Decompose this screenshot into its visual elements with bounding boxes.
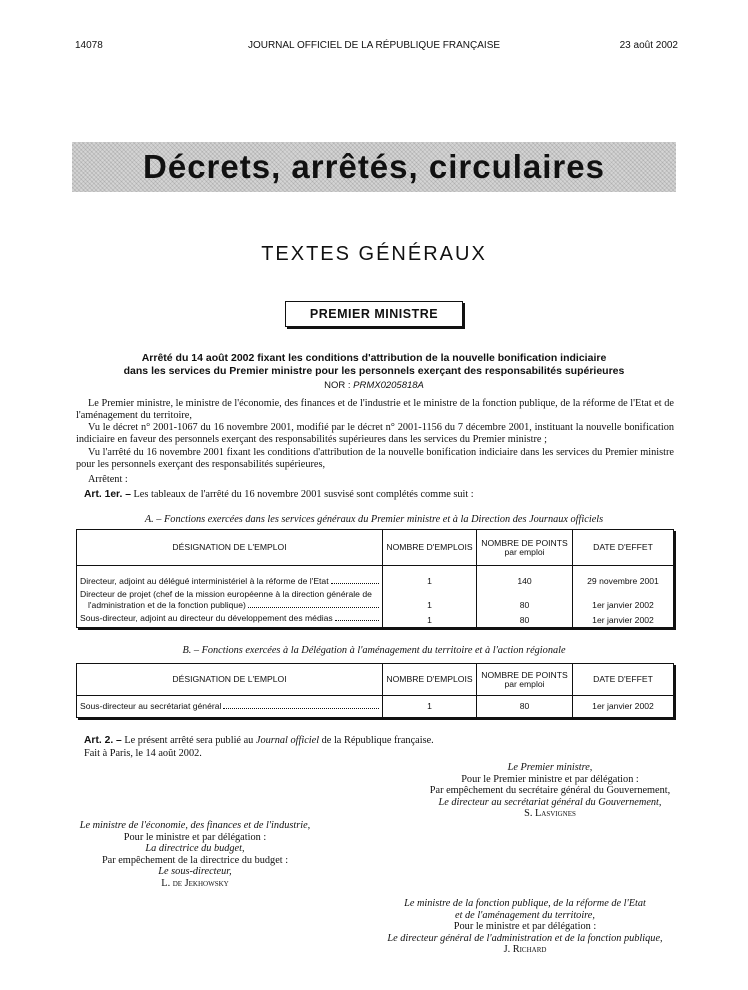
article-1 <box>84 489 474 500</box>
article-2 <box>84 735 434 746</box>
section-heading: TEXTES GÉNÉRAUX <box>261 243 487 265</box>
sig-fp-line2: et de l'aménagement du territoire, <box>455 909 595 921</box>
decree-title-line1: Arrêté du 14 août 2002 fixant les conditions d'attribution de la nouvelle bonification indiciaire <box>141 352 607 364</box>
row-designation <box>77 696 383 718</box>
nor-value: PRMX0205818A <box>353 380 424 391</box>
th-nombre-points <box>477 664 573 696</box>
th-points-1: NOMBRE DE POINTS <box>481 669 568 680</box>
table-row <box>77 566 674 588</box>
sig-eco-line2: Pour le ministre et par délégation : <box>123 831 267 843</box>
sig-eco-line5: Le sous-directeur, <box>158 866 232 877</box>
row-emplois: 1 <box>383 612 477 628</box>
row-date: 1er janvier 2002 <box>573 588 674 612</box>
row-designation <box>77 588 383 612</box>
sig-eco-line3: La directrice du budget, <box>145 843 245 854</box>
art2-journal: Journal officiel <box>255 735 320 746</box>
row-designation <box>77 566 383 588</box>
table-a-header <box>77 530 674 566</box>
th-designation: DÉSIGNATION DE L'EMPLOI <box>77 530 383 566</box>
designation-text-1: Directeur de projet (chef de la mission européenne à la direction générale de <box>80 588 372 599</box>
ministry-box <box>285 301 463 327</box>
table-row <box>77 612 674 628</box>
nor-label: NOR : <box>324 380 351 391</box>
th-designation: DÉSIGNATION DE L'EMPLOI <box>77 664 383 696</box>
th-nombre-points <box>477 530 573 566</box>
th-points-2: par emploi <box>504 546 545 557</box>
th-nombre-emplois: NOMBRE D'EMPLOIS <box>383 530 477 566</box>
row-date: 1er janvier 2002 <box>573 696 674 718</box>
page-number: 14078 <box>75 40 103 51</box>
sig-pm-line4: Le directeur au secrétariat général du Gouvernement, <box>438 796 662 808</box>
row-points: 80 <box>477 696 573 718</box>
th-points-1: NOMBRE DE POINTS <box>481 537 568 548</box>
sig-eco-name: L. de Jekhowsky <box>161 877 229 889</box>
row-points: 140 <box>477 566 573 588</box>
fait-a-paris: Fait à Paris, le 14 août 2002. <box>84 748 202 759</box>
row-emplois: 1 <box>383 566 477 588</box>
decree-title-line2: dans les services du Premier ministre pour les personnels exerçant des responsabilités supérieures <box>123 365 625 377</box>
preamble-p2: Vu le décret n° 2001-1067 du 16 novembre 2001, modifié par le décret n° 2001-1156 du 7 décembre 2001, instituant la nouvelle bonification indiciaire en faveur des personnels exerçant des responsabilités supérieures dans les services du Premier ministre ; <box>76 422 674 445</box>
ministry-label: PREMIER MINISTRE <box>309 307 439 321</box>
th-points-2: par emploi <box>504 678 545 689</box>
table-row <box>77 588 674 612</box>
sig-fp-name: J. Richard <box>503 944 547 955</box>
section-banner <box>72 142 676 192</box>
sig-fp-line4: Le directeur général de l'administration et de la fonction publique, <box>387 932 663 944</box>
table-a <box>76 529 674 628</box>
sig-eco-line1: Le ministre de l'économie, des finances et de l'industrie, <box>79 820 311 831</box>
row-points: 80 <box>477 612 573 628</box>
banner-title: Décrets, arrêtés, circulaires <box>143 148 605 185</box>
signature-premier-ministre <box>400 762 700 820</box>
sig-fp-line3: Pour le ministre et par délégation : <box>453 921 597 932</box>
th-date-effet: DATE D'EFFET <box>573 530 674 566</box>
signature-ministre-economie <box>60 820 330 889</box>
preamble-p3: Vu l'arrêté du 16 novembre 2001 fixant les conditions d'attribution de la nouvelle bonification indiciaire dans les services du Premier ministre pour les personnels exerçant des responsabilités supérieures, <box>76 447 674 470</box>
nor-reference <box>0 380 748 391</box>
art1-text: Les tableaux de l'arrêté du 16 novembre 2001 susvisé sont complétés comme suit : <box>133 489 474 500</box>
th-date-effet: DATE D'EFFET <box>573 664 674 696</box>
section-b-caption: B. – Fonctions exercées à la Délégation à l'aménagement du territoire et à l'action régionale <box>182 645 566 656</box>
sig-pm-line1: Le Premier ministre, <box>507 762 593 773</box>
designation-text-2: l'administration et de la fonction publique) <box>88 599 246 610</box>
sig-pm-line2: Pour le Premier ministre et par délégation : <box>461 773 639 785</box>
designation-text: Sous-directeur au secrétariat général <box>80 701 222 711</box>
row-points: 80 <box>477 588 573 612</box>
art2-text-before: Le présent arrêté sera publié au <box>124 735 254 746</box>
sig-pm-line3: Par empêchement du secrétaire général du Gouvernement, <box>429 785 671 796</box>
table-b <box>76 663 674 718</box>
art1-label: Art. 1er. – <box>84 489 131 500</box>
journal-title: JOURNAL OFFICIEL DE LA RÉPUBLIQUE FRANÇAISE <box>247 40 501 51</box>
row-emplois: 1 <box>383 588 477 612</box>
sig-fp-line1: Le ministre de la fonction publique, de la réforme de l'Etat <box>404 898 646 909</box>
sig-eco-line4: Par empêchement de la directrice du budget : <box>101 854 289 866</box>
table-row <box>77 696 674 718</box>
row-date: 1er janvier 2002 <box>573 612 674 628</box>
designation-text: Directeur, adjoint au délégué interministériel à la réforme de l'Etat <box>80 575 329 586</box>
table-b-header <box>77 664 674 696</box>
arretent: Arrêtent : <box>88 474 128 485</box>
art2-label: Art. 2. – <box>84 735 122 746</box>
sig-pm-name: S. Lasvignes <box>524 808 576 819</box>
art2-text-after: de la République française. <box>321 735 434 746</box>
header-date: 23 août 2002 <box>619 40 678 51</box>
row-emplois: 1 <box>383 696 477 718</box>
preamble-p1: Le Premier ministre, le ministre de l'économie, des finances et de l'industrie et le ministre de la fonction publique, de la réforme de l'Etat et de l'aménagement du territoire, <box>76 398 674 421</box>
section-a-caption: A. – Fonctions exercées dans les services généraux du Premier ministre et à la Direction des Journaux officiels <box>144 514 604 525</box>
th-nombre-emplois: NOMBRE D'EMPLOIS <box>383 664 477 696</box>
row-date: 29 novembre 2001 <box>573 566 674 588</box>
designation-text: Sous-directeur, adjoint au directeur du développement des médias <box>80 613 333 623</box>
signature-ministre-fonction-publique <box>365 898 685 956</box>
row-designation <box>77 612 383 628</box>
